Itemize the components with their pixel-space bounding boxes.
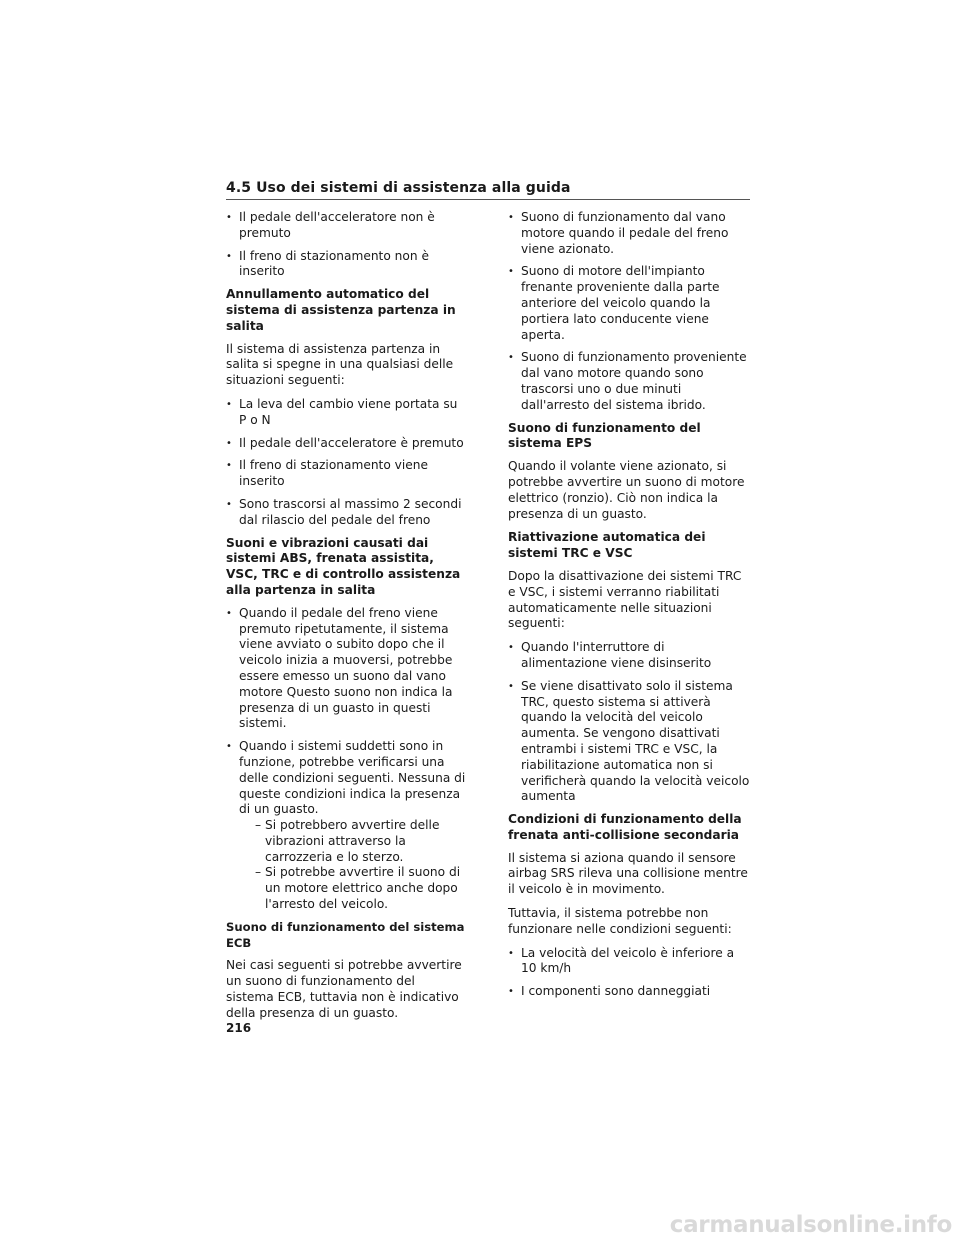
paragraph: Il sistema di assistenza partenza in salita si spegne in una qualsiasi delle situazioni seguenti: [226, 341, 454, 388]
list-item: • Suono di funzionamento proveniente dal vano motore quando sono trascorsi uno o due minuti dall'arresto del sistema ibrido. [508, 350, 750, 413]
bullet-list [226, 606, 466, 913]
list-item: • Se viene disattivato solo il sistema TRC, questo sistema si attiverà quando la velocità del veicolo aumenta. Se vengono disattivati entrambi i sistemi TRC e VSC, la riabilitazione automatica non si verificherà quando la velocità veicolo aumenta [508, 679, 750, 805]
section-title: 4.5 Uso dei sistemi di assistenza alla guida [226, 180, 571, 196]
subheading: Condizioni di funzionamento della frenata anti-collisione secondaria [508, 812, 742, 842]
subheading: Suono di funzionamento del sistema ECB [226, 919, 465, 950]
dash-item: – Si potrebbe avvertire il suono di un motore elettrico anche dopo l'arresto del veicolo. [239, 865, 466, 912]
subheading: Suoni e vibrazioni causati dai sistemi ABS, frenata assistita, VSC, TRC e di controllo assistenza alla partenza in salita [226, 535, 461, 597]
paragraph: Dopo la disattivazione dei sistemi TRC e VSC, i sistemi verranno riabilitati automaticamente nelle situazioni seguenti: [508, 568, 742, 631]
list-item: • Il freno di stazionamento viene inserito [226, 458, 466, 490]
bullet-list [508, 946, 750, 1000]
bullet-list [226, 397, 466, 529]
subheading: Suono di funzionamento del sistema EPS [508, 420, 701, 451]
list-item: • Il freno di stazionamento non è inserito [226, 249, 466, 281]
list-item: • Suono di funzionamento dal vano motore quando il pedale del freno viene azionato. [508, 210, 750, 257]
bullet-list [226, 210, 466, 280]
paragraph: Il sistema si aziona quando il sensore airbag SRS rileva una collisione mentre il veicolo è in movimento. [508, 850, 748, 897]
paragraph: Tuttavia, il sistema potrebbe non funzionare nelle condizioni seguenti: [508, 906, 732, 936]
list-item: • Il pedale dell'acceleratore è premuto [226, 436, 466, 452]
dash-item: – Si potrebbero avvertire delle vibrazioni attraverso la carrozzeria e lo sterzo. [239, 818, 466, 865]
page-number: 216 [226, 1021, 252, 1035]
list-item: • Suono di motore dell'impianto frenante proveniente dalla parte anteriore del veicolo quando la portiera lato conducente viene aperta. [508, 264, 750, 343]
list-item: • Sono trascorsi al massimo 2 secondi dal rilascio del pedale del freno [226, 497, 466, 529]
subheading: Riattivazione automatica dei sistemi TRC e VSC [508, 530, 706, 561]
dash-list [239, 818, 466, 913]
section-header [226, 180, 750, 200]
subheading: Annullamento automatico del sistema di assistenza partenza in salita [226, 287, 456, 333]
left-column [226, 210, 466, 1030]
watermark: carmanualsonline.info [669, 1212, 952, 1238]
list-item: • I componenti sono danneggiati [508, 984, 750, 1000]
bullet-list [508, 640, 750, 805]
right-column [508, 210, 750, 1007]
paragraph: Quando il volante viene azionato, si potrebbe avvertire un suono di motore elettrico (ronzio). Ciò non indica la presenza di un guasto. [508, 459, 745, 521]
list-item: • Il pedale dell'acceleratore non è premuto [226, 210, 466, 242]
bullet-list [508, 210, 750, 414]
list-item: • La velocità del veicolo è inferiore a 10 km/h [508, 946, 750, 978]
list-item: • La leva del cambio viene portata su P o N [226, 397, 466, 429]
list-item [226, 739, 466, 913]
list-item-text: Quando i sistemi suddetti sono in funzione, potrebbe verificarsi una delle condizioni seguenti. Nessuna di queste condizioni indica la presenza di un guasto. [239, 739, 466, 817]
list-item: • Quando l'interruttore di alimentazione viene disinserito [508, 640, 750, 672]
paragraph: Nei casi seguenti si potrebbe avvertire un suono di funzionamento del sistema ECB, tuttavia non è indicativo della presenza di un guasto. [226, 958, 462, 1020]
list-item: • Quando il pedale del freno viene premuto ripetutamente, il sistema viene avviato o subito dopo che il veicolo inizia a muoversi, potrebbe essere emesso un suono dal vano motore Questo suono non indica la presenza di un guasto in questi sistemi. [226, 606, 466, 732]
